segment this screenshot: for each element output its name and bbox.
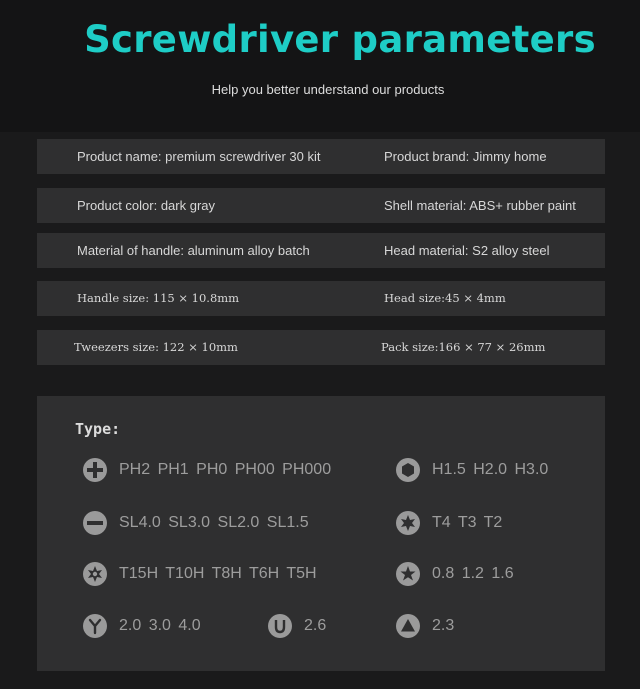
torx-security-icon (82, 561, 108, 587)
spec-handle-material: Material of handle: aluminum alloy batch (77, 243, 310, 258)
u-type-icon (267, 613, 293, 639)
spec-row-pack (37, 330, 605, 365)
spec-pack-size: Pack size:166 × 77 × 26mm (381, 340, 546, 354)
spec-handle-size: Handle size: 115 × 10.8mm (77, 291, 240, 305)
pentalobe-sizes: 0.8 1.2 1.6 (432, 565, 514, 582)
spec-shell-material: Shell material: ABS+ rubber paint (384, 198, 576, 213)
page-title: Screwdriver parameters (84, 18, 596, 61)
spec-row-material (37, 233, 605, 268)
tri-wing-sizes: 2.0 3.0 4.0 (119, 617, 201, 634)
slotted-sizes: SL4.0 SL3.0 SL2.0 SL1.5 (119, 514, 309, 531)
torx-sizes: T4 T3 T2 (432, 514, 503, 531)
spec-product-color: Product color: dark gray (77, 198, 216, 213)
type-label: Type: (75, 420, 121, 438)
phillips-icon (82, 457, 108, 483)
spec-product-name: Product name: premium screwdriver 30 kit (77, 149, 321, 164)
spec-product-brand: Product brand: Jimmy home (384, 149, 547, 164)
u-type-sizes: 2.6 (304, 617, 327, 634)
spec-row-color (37, 188, 605, 223)
phillips-sizes: PH2 PH1 PH0 PH00 PH000 (119, 461, 332, 478)
pentalobe-icon (395, 561, 421, 587)
spec-row-name (37, 139, 605, 174)
slotted-icon (82, 510, 108, 536)
page-subtitle: Help you better understand our products (211, 82, 445, 97)
hex-icon (395, 457, 421, 483)
triangle-icon (395, 613, 421, 639)
bit-types-panel (37, 396, 605, 671)
header-band (0, 0, 640, 132)
hex-sizes: H1.5 H2.0 H3.0 (432, 461, 549, 478)
triangle-sizes: 2.3 (432, 617, 455, 634)
spec-head-material: Head material: S2 alloy steel (384, 243, 550, 258)
spec-head-size: Head size:45 × 4mm (384, 291, 506, 305)
torx-icon (395, 510, 421, 536)
spec-tweezers-size: Tweezers size: 122 × 10mm (74, 340, 238, 354)
tri-wing-y-icon (82, 613, 108, 639)
spec-row-size (37, 281, 605, 316)
torx-security-sizes: T15H T10H T8H T6H T5H (119, 565, 317, 582)
